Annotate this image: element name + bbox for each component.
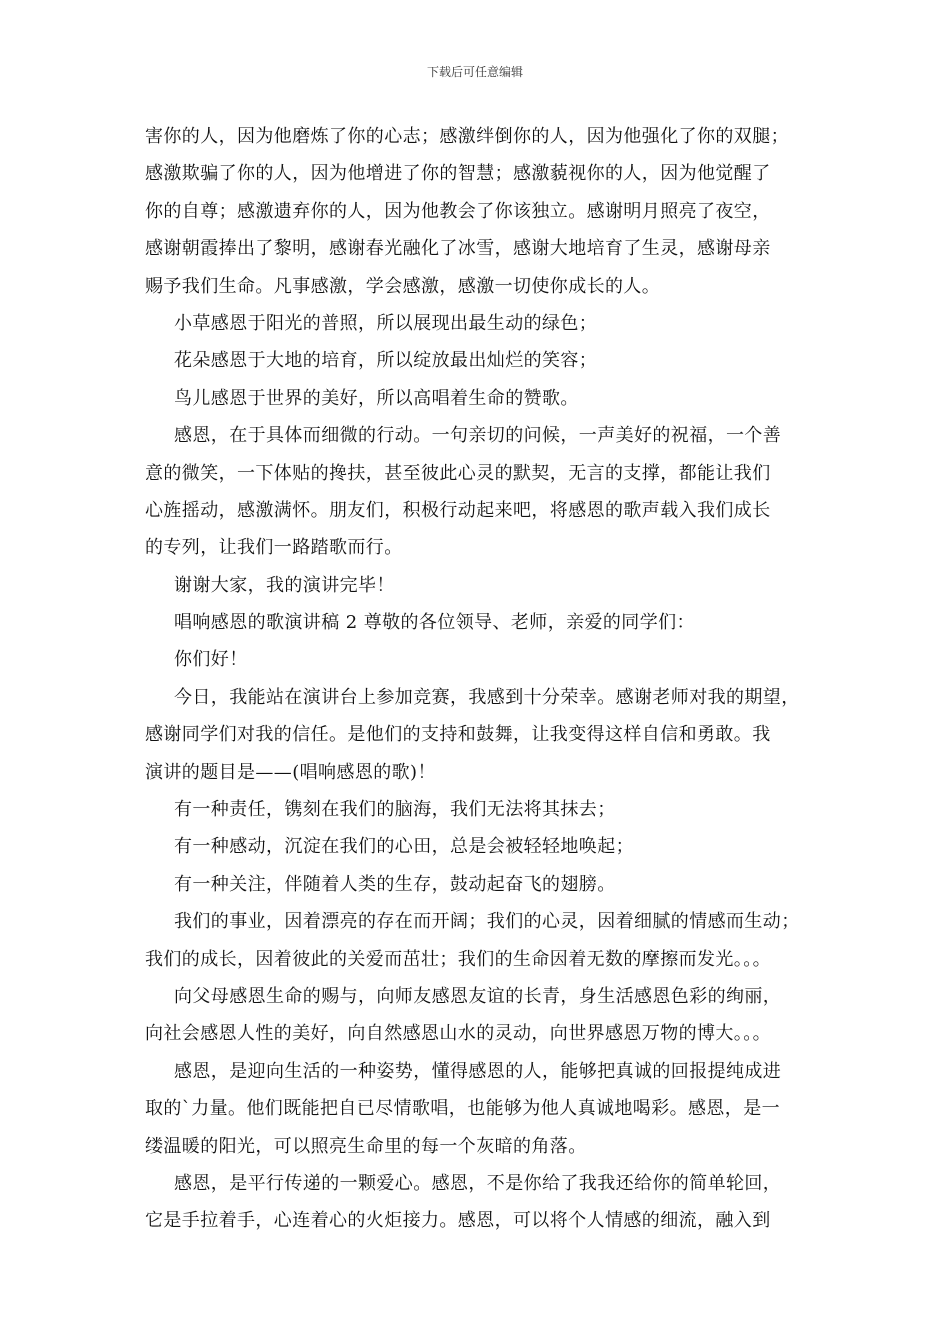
text-line: 有一种关注，伴随着人类的生存，鼓动起奋飞的翅膀。 (174, 873, 616, 895)
text-line: 赐予我们生命。凡事感激，学会感激，感激一切使你成长的人。 (145, 275, 661, 297)
text-line: 缕温暖的阳光，可以照亮生命里的每一个灰暗的角落。 (145, 1135, 587, 1157)
text-line: 向父母感恩生命的赐与，向师友感恩友谊的长青，身生活感恩色彩的绚丽， (174, 985, 782, 1007)
text-line: 感恩，在于具体而细微的行动。一句亲切的问候，一声美好的祝福，一个善 (174, 425, 782, 447)
text-line: 感恩，是迎向生活的一种姿势，懂得感恩的人，能够把真诚的回报提纯成进 (174, 1060, 782, 1082)
text-line: 花朵感恩于大地的培育，所以绽放最出灿烂的笑容； (174, 350, 598, 372)
text-line: 取的`力量。他们既能把自已尽情歌唱，也能够为他人真诚地喝彩。感恩，是一 (145, 1098, 780, 1120)
text-line: 感激欺骗了你的人，因为他增进了你的智慧；感激藐视你的人，因为他觉醒了 (145, 163, 771, 185)
text-line: 心旌摇动，感激满怀。朋友们，积极行动起来吧，将感恩的歌声载入我们成长 (145, 499, 771, 521)
text-line: 感恩，是平行传递的一颗爱心。感恩，不是你给了我我还给你的简单轮回， (174, 1172, 782, 1194)
text-line: 有一种责任，镌刻在我们的脑海，我们无法将其抹去； (174, 799, 616, 821)
text-line: 我们的成长，因着彼此的关爱而茁壮；我们的生命因着无数的摩擦而发光。。。 (145, 948, 771, 970)
text-line: 唱响感恩的歌演讲稿 2 尊敬的各位领导、老师，亲爱的同学们： (174, 612, 695, 634)
text-line: 有一种感动，沉淀在我们的心田，总是会被轻轻地唤起； (174, 836, 634, 858)
text-line: 你的自尊；感激遗弃你的人，因为他教会了你该独立。感谢明月照亮了夜空， (145, 200, 771, 222)
text-line: 你们好！ (174, 649, 248, 671)
text-line: 鸟儿感恩于世界的美好，所以高唱着生命的赞歌。 (174, 387, 579, 409)
text-line: 我们的事业，因着漂亮的存在而开阔；我们的心灵，因着细腻的情感而生动； (174, 911, 800, 933)
document-body (145, 118, 815, 1240)
text-line: 演讲的题目是——(唱响感恩的歌)！ (145, 761, 436, 783)
text-line: 的专列，让我们一路踏歌而行。 (145, 537, 403, 559)
text-line: 它是手拉着手，心连着心的火炬接力。感恩，可以将个人情感的细流，融入到 (145, 1210, 771, 1232)
page-header: 下载后可任意编辑 (426, 65, 523, 79)
text-line: 今日，我能站在演讲台上参加竞赛，我感到十分荣幸。感谢老师对我的期望， (174, 686, 800, 708)
text-line: 向社会感恩人性的美好，向自然感恩山水的灵动，向世界感恩万物的博大。。。 (145, 1023, 771, 1045)
text-line: 小草感恩于阳光的普照，所以展现出最生动的绿色； (174, 312, 598, 334)
text-line: 意的微笑，一下体贴的搀扶，甚至彼此心灵的默契，无言的支撑，都能让我们 (145, 462, 771, 484)
text-line: 害你的人，因为他磨炼了你的心志；感激绊倒你的人，因为他强化了你的双腿； (145, 126, 789, 147)
text-line: 谢谢大家，我的演讲完毕！ (174, 574, 395, 596)
text-line: 感谢朝霞捧出了黎明，感谢春光融化了冰雪，感谢大地培育了生灵，感谢母亲 (145, 238, 771, 260)
text-line: 感谢同学们对我的信任。是他们的支持和鼓舞，让我变得这样自信和勇敢。我 (145, 724, 771, 746)
